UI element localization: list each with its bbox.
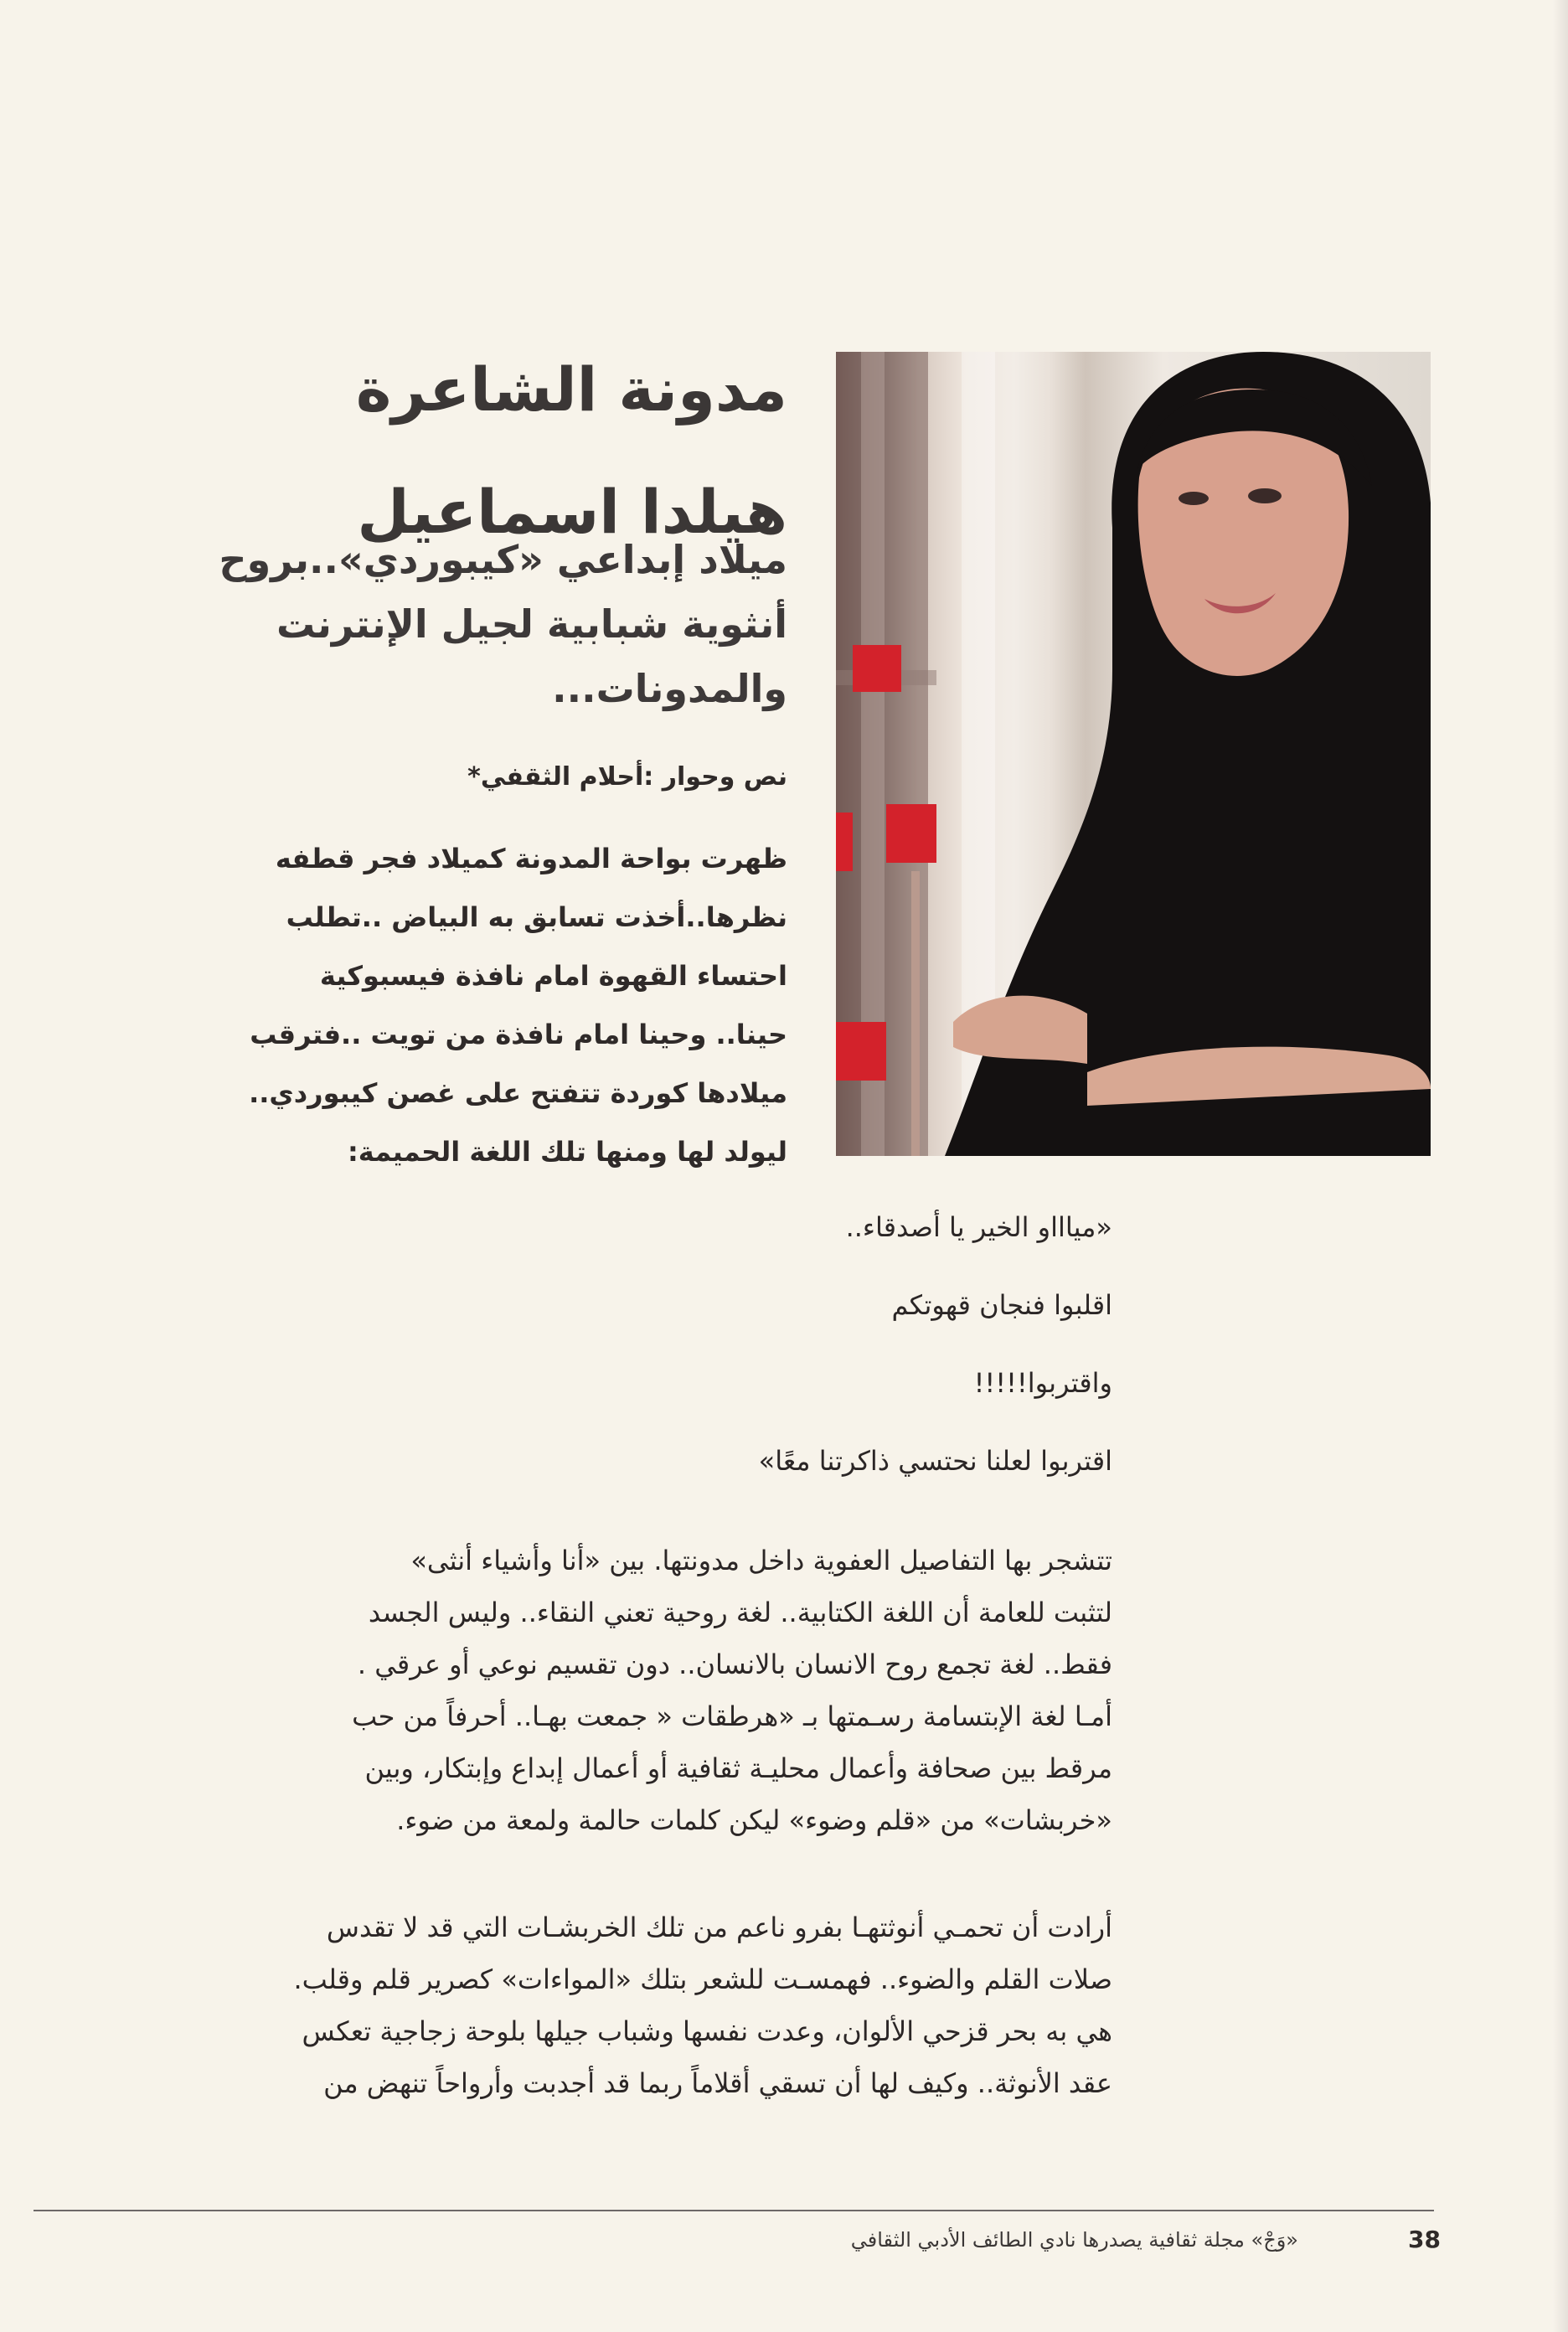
portrait-photo [836, 352, 1431, 1156]
body-line: صلات القلم والضوء.. فهمسـت للشعر بتلك «المواءات» كصرير قلم وقلب. [293, 1963, 1112, 1995]
body-line: عقد الأنوثة.. وكيف لها أن تسقي أقلاماً ربما قد أجدبت وأرواحاً تنهض من [323, 2067, 1112, 2099]
intro-line: احتساء القهوة امام نافذة فيسبوكية [319, 960, 787, 992]
quote-line: اقتربوا لعلنا نحتسي ذاكرتنا معًا» [758, 1445, 1112, 1477]
intro-line: ظهرت بواحة المدونة كميلاد فجر قطفه [275, 843, 787, 874]
page-edge [1553, 0, 1568, 2332]
quote-line: «مياااو الخير يا أصدقاء.. [845, 1211, 1112, 1243]
footer-magazine-line: «وَجْ» مجلة ثقافية يصدرها نادي الطائف الأدبي الثقافي [850, 2228, 1298, 2252]
intro-line: نظرها..أخذت تسابق به البياض ..تطلب [286, 901, 787, 933]
intro-paragraph [196, 829, 787, 1181]
quote-block [191, 1202, 1112, 1514]
intro-line: ميلادها كوردة تتفتح على غصن كيبوردي.. [249, 1077, 787, 1109]
quote-line: واقتربوا!!!!! [973, 1367, 1112, 1399]
body-line: فقط.. لغة تجمع روح الانسان بالانسان.. دون تقسيم نوعي أو عرقي . [357, 1648, 1112, 1680]
intro-line: ليولد لها ومنها تلك اللغة الحميمة: [347, 1136, 787, 1168]
body-line: أرادت أن تحمـي أنوثتهـا بفرو ناعم من تلك الخربشـات التي قد لا تقدس [326, 1912, 1112, 1943]
body-line: لتثبت للعامة أن اللغة الكتابية.. لغة روحية تعني النقاء.. وليس الجسد [368, 1597, 1112, 1628]
body-paragraph-2 [191, 1901, 1112, 2109]
article-byline: نص وحوار :أحلام الثقفي* [467, 762, 787, 792]
title-line-2: هيلدا اسماعيل [357, 477, 787, 547]
title-line-1: مدونة الشاعرة [355, 354, 787, 425]
intro-line: حينا.. وحينا امام نافذة من تويت ..فترقب [250, 1019, 787, 1050]
page-number: 38 [1408, 2226, 1441, 2253]
body-line: أمـا لغة الإبتسامة رسـمتها بـ «هرطقات « جمعت بهـا.. أحرفاً من حب [352, 1700, 1112, 1732]
portrait-illustration [836, 352, 1431, 1156]
body-line: مرقط بين صحافة وأعمال محليـة ثقافية أو أعمال إبداع وإبتكار، وبين [364, 1752, 1112, 1784]
body-paragraph-1 [191, 1535, 1112, 1846]
body-line: هي به بحر قزحي الألوان، وعدت نفسها وشباب جيلها بلوحة زجاجية تعكس [302, 2015, 1112, 2047]
body-line: «خربشات» من «قلم وضوء» ليكن كلمات حالمة ولمعة من ضوء. [396, 1804, 1112, 1836]
article-subtitle: ميلاد إبداعي «كيبوردي»..بروح أنثوية شبابية لجيل الإنترنت والمدونات... [219, 537, 787, 711]
quote-line: اقلبوا فنجان قهوتكم [891, 1289, 1112, 1321]
body-line: تتشجر بها التفاصيل العفوية داخل مدونتها. بين «أنا وأشياء أنثى» [410, 1545, 1112, 1576]
footer-rule [34, 2210, 1434, 2211]
